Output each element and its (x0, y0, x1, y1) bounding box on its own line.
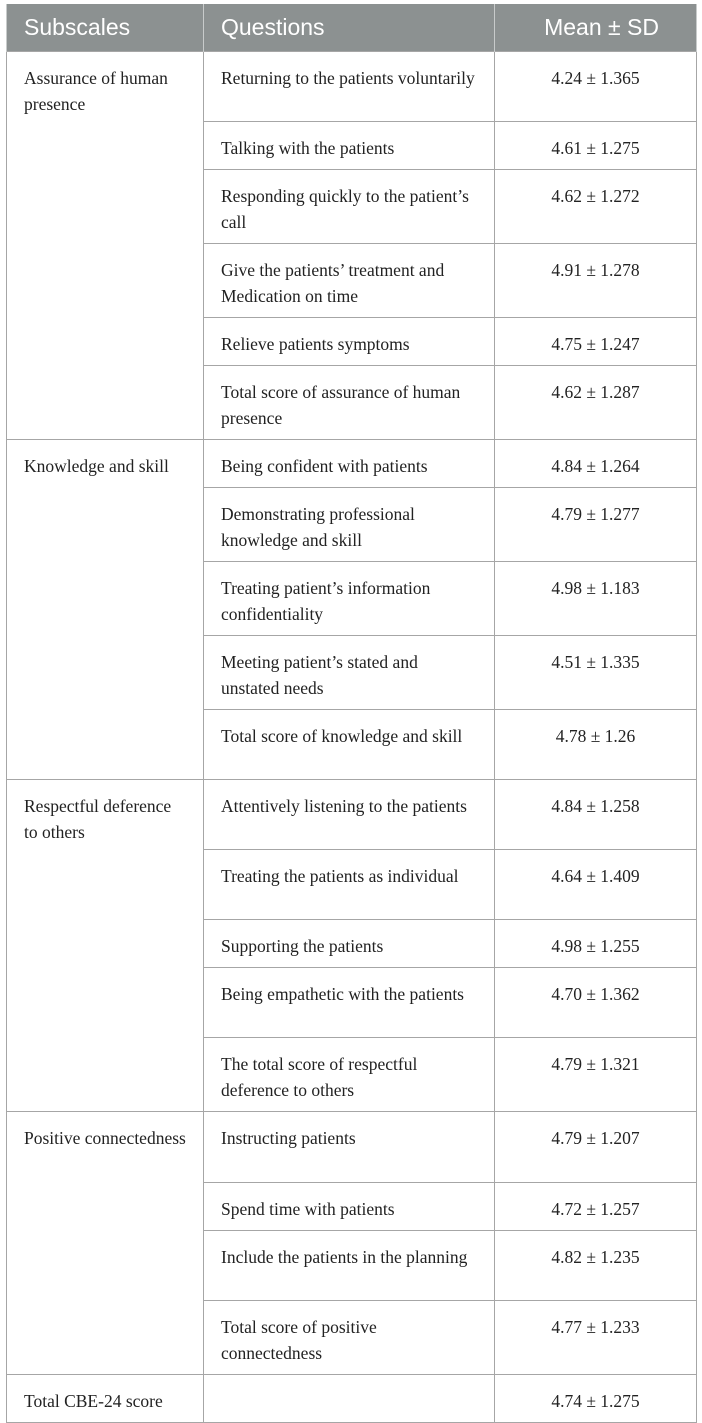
mean-sd-cell: 4.72 ± 1.257 (495, 1183, 697, 1231)
question-cell: Total score of positive connectedness (204, 1301, 495, 1375)
question-cell: Total score of assurance of human presence (204, 366, 495, 440)
mean-sd-cell: 4.98 ± 1.183 (495, 562, 697, 636)
results-table (6, 4, 697, 1423)
question-cell: Instructing patients (204, 1112, 495, 1183)
subscale-cell: Respectful deference to others (7, 780, 204, 1112)
subscale-cell: Positive connectedness (7, 1112, 204, 1375)
question-cell: Attentively listening to the patients (204, 780, 495, 850)
header-subscales: Subscales (7, 4, 204, 52)
mean-sd-cell: 4.82 ± 1.235 (495, 1231, 697, 1301)
question-cell: Talking with the patients (204, 122, 495, 170)
table-row (7, 440, 697, 488)
mean-sd-cell: 4.62 ± 1.272 (495, 170, 697, 244)
question-cell: Relieve patients symptoms (204, 318, 495, 366)
question-cell: Give the patients’ treatment and Medication on time (204, 244, 495, 318)
question-cell: Spend time with patients (204, 1183, 495, 1231)
mean-sd-cell: 4.98 ± 1.255 (495, 920, 697, 968)
mean-sd-cell: 4.70 ± 1.362 (495, 968, 697, 1038)
question-cell: Total score of knowledge and skill (204, 710, 495, 780)
question-cell: The total score of respectful deference to others (204, 1038, 495, 1112)
total-label-cell: Total CBE-24 score (7, 1375, 204, 1423)
mean-sd-cell: 4.79 ± 1.207 (495, 1112, 697, 1183)
mean-sd-cell: 4.62 ± 1.287 (495, 366, 697, 440)
table-body (7, 52, 697, 1423)
mean-sd-cell: 4.61 ± 1.275 (495, 122, 697, 170)
table-row (7, 780, 697, 850)
mean-sd-cell: 4.24 ± 1.365 (495, 52, 697, 122)
subscale-cell: Assurance of human presence (7, 52, 204, 440)
table-row (7, 1112, 697, 1183)
total-row (7, 1375, 697, 1423)
mean-sd-cell: 4.84 ± 1.264 (495, 440, 697, 488)
question-cell: Supporting the patients (204, 920, 495, 968)
subscale-cell: Knowledge and skill (7, 440, 204, 780)
mean-sd-cell: 4.79 ± 1.321 (495, 1038, 697, 1112)
mean-sd-cell: 4.77 ± 1.233 (495, 1301, 697, 1375)
header-mean-sd: Mean ± SD (495, 4, 697, 52)
mean-sd-cell: 4.64 ± 1.409 (495, 850, 697, 920)
question-cell: Responding quickly to the patient’s call (204, 170, 495, 244)
header-questions: Questions (204, 4, 495, 52)
mean-sd-cell: 4.78 ± 1.26 (495, 710, 697, 780)
mean-sd-cell: 4.79 ± 1.277 (495, 488, 697, 562)
mean-sd-cell: 4.84 ± 1.258 (495, 780, 697, 850)
header-row (7, 4, 697, 52)
question-cell: Demonstrating professional knowledge and skill (204, 488, 495, 562)
question-cell: Meeting patient’s stated and unstated needs (204, 636, 495, 710)
mean-sd-cell: 4.91 ± 1.278 (495, 244, 697, 318)
total-question-cell (204, 1375, 495, 1423)
total-mean-sd-cell: 4.74 ± 1.275 (495, 1375, 697, 1423)
question-cell: Being empathetic with the patients (204, 968, 495, 1038)
question-cell: Include the patients in the planning (204, 1231, 495, 1301)
question-cell: Treating the patients as individual (204, 850, 495, 920)
question-cell: Treating patient’s information confidentiality (204, 562, 495, 636)
question-cell: Being confident with patients (204, 440, 495, 488)
table-row (7, 52, 697, 122)
mean-sd-cell: 4.75 ± 1.247 (495, 318, 697, 366)
question-cell: Returning to the patients voluntarily (204, 52, 495, 122)
mean-sd-cell: 4.51 ± 1.335 (495, 636, 697, 710)
